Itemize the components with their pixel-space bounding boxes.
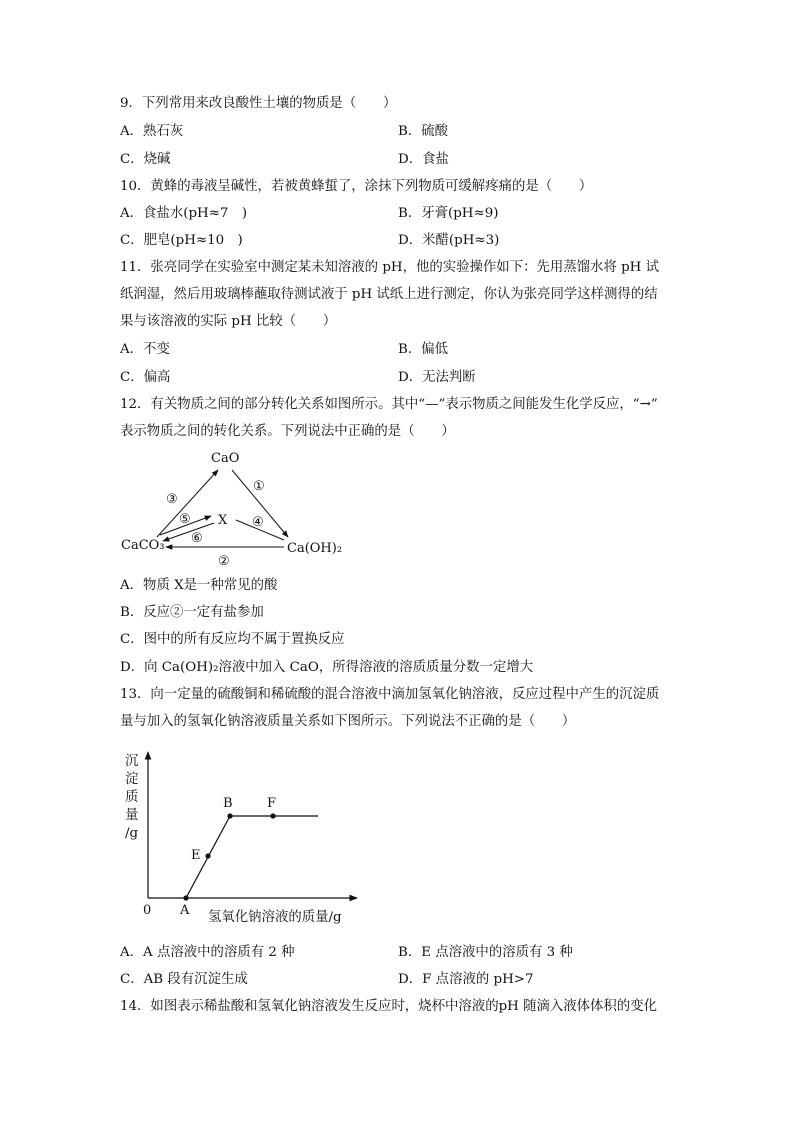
label-reaction-3: ③: [166, 492, 178, 507]
q13-option-a: A．A 点溶液中的溶质有 2 种: [120, 945, 295, 960]
point-e-label: E: [191, 848, 201, 863]
q13-stem-line2: 量与加入的氢氧化钠溶液质量关系如下图所示。下列说法不正确的是（ ）: [120, 714, 576, 729]
origin-label: 0: [143, 903, 152, 918]
q12-option-a: A．物质 X是一种常见的酸: [120, 578, 278, 593]
q11-option-b: B．偏低: [398, 342, 449, 357]
point-f: [270, 813, 275, 818]
q11-option-a: A．不变: [120, 342, 170, 357]
y-label-char-3: 质: [125, 790, 139, 805]
q12-option-d: D．向 Ca(OH)₂溶液中加入 CaO，所得溶液的溶质质量分数一定增大: [120, 660, 534, 675]
q10-option-a: A．食盐水(pH≈7 ): [120, 206, 248, 221]
q9-option-b: B．硫酸: [398, 124, 449, 139]
q14-stem: 14．如图表示稀盐酸和氢氧化钠溶液发生反应时，烧杯中溶液的pH 随滴入液体体积的变化: [120, 999, 657, 1014]
node-cao: CaO: [211, 451, 240, 466]
label-reaction-5: ⑤: [179, 512, 191, 527]
node-caco3: CaCO₃: [121, 538, 165, 553]
q13-option-b: B．E 点溶液中的溶质有 3 种: [398, 945, 573, 960]
q11-option-d: D．无法判断: [398, 370, 476, 385]
label-reaction-4: ④: [252, 515, 264, 530]
q13-option-d: D．F 点溶液的 pH>7: [398, 972, 534, 987]
q10-option-b: B．牙膏(pH≈9): [398, 206, 499, 221]
q10-option-d: D．米醋(pH≈3): [398, 233, 500, 248]
point-a-label: A: [180, 903, 190, 918]
label-reaction-2: ②: [218, 554, 230, 569]
point-a: [183, 895, 188, 900]
q12-option-c: C．图中的所有反应均不属于置换反应: [120, 632, 345, 647]
point-b: [227, 813, 232, 818]
q12-stem-line2: 表示物质之间的转化关系。下列说法中正确的是（ ）: [120, 424, 455, 439]
y-label-char-4: 量: [125, 808, 139, 823]
q10-stem: 10．黄蜂的毒液呈碱性，若被黄蜂蜇了，涂抹下列物质可缓解疼痛的是（ ）: [120, 179, 593, 194]
y-label-char-1: 沉: [125, 754, 139, 769]
q9-option-d: D．食盐: [398, 152, 449, 167]
node-x: X: [218, 513, 228, 528]
q10-option-c: C．肥皂(pH≈10 ): [120, 233, 243, 248]
q9-stem: 9．下列常用来改良酸性土壤的物质是（ ）: [120, 96, 397, 111]
point-f-label: F: [267, 796, 277, 811]
q11-stem-line3: 果与该溶液的实际 pH 比较（ ）: [120, 314, 337, 329]
y-label-unit: /g: [125, 826, 139, 841]
q11-stem-line2: 纸润湿，然后用玻璃棒蘸取待测试液于 pH 试纸上进行测定，你认为张亮同学这样测得的结: [120, 287, 658, 302]
q9-option-c: C．烧碱: [120, 152, 171, 167]
q13-stem-line1: 13．向一定量的硫酸铜和稀硫酸的混合溶液中滴加氢氧化钠溶液，反应过程中产生的沉淀质: [120, 687, 660, 702]
x-axis-label: 氢氧化钠溶液的质量/g: [208, 910, 342, 925]
point-e: [205, 853, 210, 858]
q12-stem-line1: 12．有关物质之间的部分转化关系如图所示。其中“—”表示物质之间能发生化学反应，“→”: [120, 397, 658, 412]
q11-stem-line1: 11．张亮同学在实验室中测定某未知溶液的 pH，他的实验操作如下：先用蒸馏水将 pH 试: [120, 260, 659, 275]
q12-option-b: B．反应②一定有盐参加: [120, 605, 264, 620]
label-reaction-1: ①: [253, 479, 265, 494]
node-caoh2: Ca(OH)₂: [287, 541, 343, 556]
label-reaction-6: ⑥: [191, 531, 203, 546]
y-label-char-2: 淀: [125, 772, 139, 787]
q13-option-c: C．AB 段有沉淀生成: [120, 972, 248, 987]
q11-option-c: C．偏高: [120, 370, 171, 385]
point-b-label: B: [223, 796, 233, 811]
q9-option-a: A．熟石灰: [120, 124, 184, 139]
